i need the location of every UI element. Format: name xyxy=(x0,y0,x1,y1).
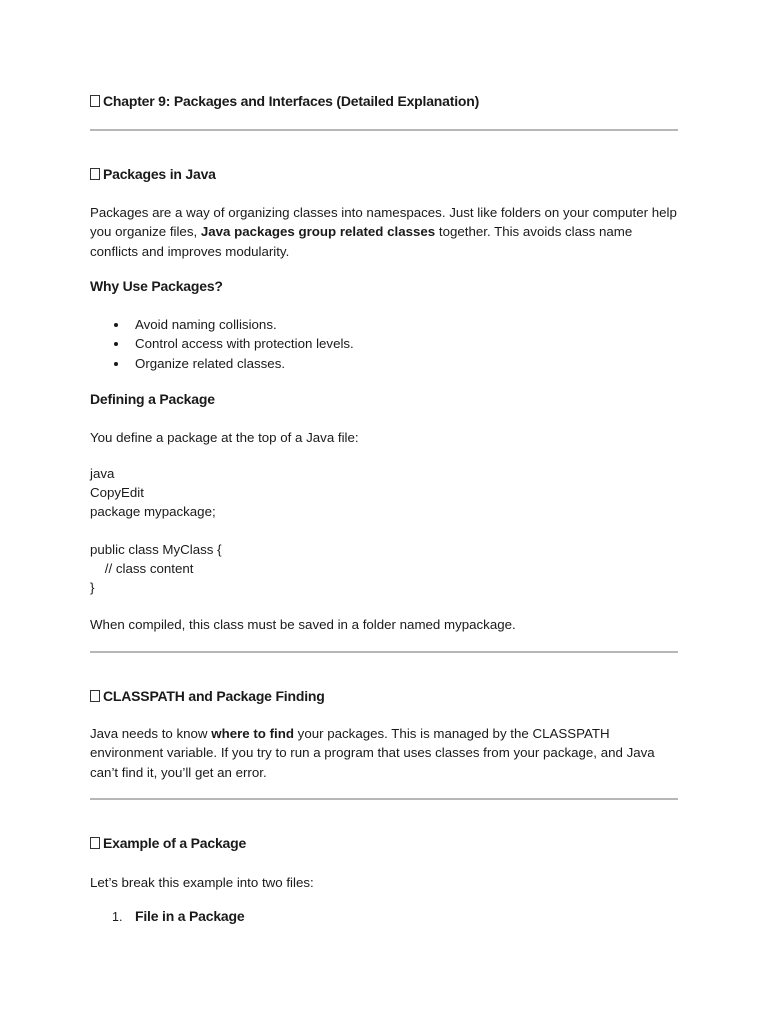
section-heading-text: Packages in Java xyxy=(103,166,216,182)
section-heading-packages xyxy=(90,166,216,182)
chapter-title-text: Chapter 9: Packages and Interfaces (Detailed Explanation) xyxy=(103,93,480,109)
subheading-defining-a-package: Defining a Package xyxy=(90,391,215,407)
code-block: java CopyEdit package mypackage; public class MyClass { // class content } xyxy=(90,466,222,595)
list-item xyxy=(90,354,678,373)
list-item-text: Organize related classes. xyxy=(135,355,286,371)
bullet-icon xyxy=(114,323,118,327)
section-heading-text: Example of a Package xyxy=(103,835,247,851)
classpath-paragraph xyxy=(90,724,678,782)
bullet-icon xyxy=(114,362,118,366)
chapter-title xyxy=(90,93,479,109)
paragraph-text: together. This avoids class name conflicts and improves modularity. xyxy=(90,224,633,259)
missing-glyph-icon xyxy=(90,168,100,180)
paragraph-text: Java needs to know xyxy=(90,726,212,741)
missing-glyph-icon xyxy=(90,837,100,849)
list-item-text: Avoid naming collisions. xyxy=(135,317,277,332)
section-heading-text: CLASSPATH and Package Finding xyxy=(103,688,325,704)
paragraph-bold-text: where to find xyxy=(211,726,294,741)
list-item xyxy=(90,315,678,334)
paragraph-text: Packages are a way of organizing classes into namespaces. Just like folders on your computer help you organize files, xyxy=(90,205,677,240)
subheading-why-use-packages: Why Use Packages? xyxy=(90,278,223,294)
horizontal-rule xyxy=(90,651,678,653)
list-number: 1. xyxy=(112,910,123,924)
missing-glyph-icon xyxy=(90,95,100,107)
defining-intro-paragraph: You define a package at the top of a Java file: xyxy=(90,430,359,445)
paragraph-bold-text: Java packages group related classes xyxy=(200,224,436,240)
missing-glyph-icon xyxy=(90,690,100,702)
example-intro-paragraph: Let’s break this example into two files: xyxy=(90,875,314,890)
list-item xyxy=(90,334,678,353)
compiled-note-paragraph: When compiled, this class must be saved in a folder named mypackage. xyxy=(90,617,516,632)
section-heading-classpath xyxy=(90,688,325,704)
horizontal-rule xyxy=(90,129,678,131)
packages-intro-paragraph xyxy=(90,203,678,261)
list-item-text: Control access with protection levels. xyxy=(135,336,354,352)
horizontal-rule xyxy=(90,798,678,800)
section-heading-example xyxy=(90,835,246,851)
paragraph-text: your packages. This is managed by the CLASSPATH environment variable. If you try to run a program that uses classes from your package, and Java can’t find it, you’ll get an error. xyxy=(90,726,655,780)
bullet-icon xyxy=(114,342,118,346)
why-bullet-list xyxy=(90,315,678,373)
list-item-heading: File in a Package xyxy=(135,908,245,924)
